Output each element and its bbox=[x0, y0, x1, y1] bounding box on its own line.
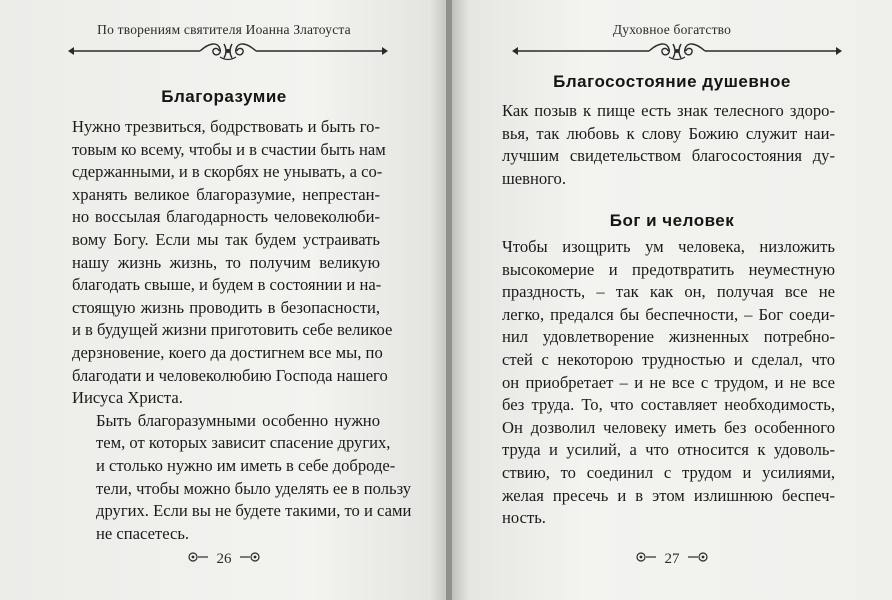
header-ornament-icon bbox=[512, 40, 842, 62]
left-heading: Благоразумие bbox=[161, 87, 287, 106]
text-line: праздность, – так как он, получая все не bbox=[502, 282, 835, 302]
text-line: Как позыв к пище есть знак телесного здоро- bbox=[502, 101, 835, 120]
text-line: Иисуса Христа. bbox=[72, 388, 183, 408]
text-line: тем, от которых зависит спасение других, bbox=[96, 433, 391, 453]
text-line: вому Богу. Если мы так будем устраивать bbox=[72, 229, 380, 249]
right-body-text-2 bbox=[502, 236, 835, 530]
text-line: Он дозволил человеку иметь без особенного bbox=[502, 417, 835, 437]
paragraph bbox=[72, 116, 393, 410]
text-line: без труда. То, что составляет необходимость, bbox=[502, 395, 835, 415]
left-page-number: 26 bbox=[216, 551, 232, 568]
text-line: Быть благоразумными особенно нужно bbox=[96, 410, 380, 430]
text-line: стоящую жизнь проводить в безопасности, bbox=[72, 297, 380, 317]
text-line: но воссылая благодарность человеколюби- bbox=[72, 207, 380, 227]
text-line: хранять великое благоразумие, непрестан- bbox=[72, 184, 380, 204]
text-line: стей с некоторою трудностью и сделал, что bbox=[502, 349, 835, 369]
header-ornament-icon bbox=[68, 40, 388, 62]
text-line: шевного. bbox=[502, 168, 566, 188]
text-line: Нужно трезвиться, бодрствовать и быть го- bbox=[72, 117, 380, 136]
text-line: благодати и человеколюбию Господа нашего bbox=[72, 365, 388, 385]
text-line: и столько нужно им иметь в себе доброде- bbox=[96, 455, 396, 475]
right-folio bbox=[452, 551, 892, 568]
right-running-head: Духовное богатство bbox=[612, 22, 732, 37]
text-line: товым ко всему, чтобы и в счастии быть нам bbox=[72, 139, 386, 159]
text-line: благодать свыше, и будем в состоянии и на- bbox=[72, 275, 382, 295]
text-line: труда и усилий, а что относится к удоволь- bbox=[502, 440, 835, 460]
text-line: не спасетесь. bbox=[96, 523, 190, 543]
text-line: высокомерие и предотвратить неуместную bbox=[502, 259, 835, 279]
rosette-icon bbox=[687, 551, 709, 568]
text-line: тели, чтобы можно было уделять ее в пользу bbox=[96, 478, 412, 498]
rosette-icon bbox=[239, 551, 261, 568]
text-line: дерзновение, коего да достигнем все мы, по bbox=[72, 342, 383, 362]
left-body-text bbox=[72, 116, 412, 545]
rosette-icon bbox=[635, 551, 657, 568]
right-body-text-1 bbox=[502, 100, 835, 190]
text-line: нил удовлетворение жизненных потребно- bbox=[502, 327, 835, 347]
text-line: и в будущей жизни приготовить себе великое bbox=[72, 320, 393, 340]
text-line: ность. bbox=[502, 508, 546, 528]
left-folio bbox=[0, 551, 448, 568]
right-page-number: 27 bbox=[664, 551, 680, 568]
rosette-icon bbox=[187, 551, 209, 568]
right-heading-2: Бог и человек bbox=[609, 211, 735, 230]
text-line: он приобретает – и не все с трудом, и не все bbox=[502, 372, 835, 392]
text-line: других. Если вы не будете такими, то и сами bbox=[96, 501, 412, 521]
text-line: желая пресечь и в этом излишнюю беспеч- bbox=[502, 485, 835, 505]
left-running-head: По творениям святителя Иоанна Златоуста bbox=[97, 22, 351, 37]
right-heading-1: Благосостояние душевное bbox=[553, 72, 791, 91]
text-line: Чтобы изощрить ум человека, низложить bbox=[502, 237, 835, 256]
paragraph bbox=[72, 410, 412, 546]
text-line: лучшим свидетельством благосостояния ду- bbox=[502, 146, 835, 166]
text-line: сдержанными, и в скорбях не унывать, а со- bbox=[72, 162, 383, 182]
text-line: вья, так любовь к слову Божию служит наи- bbox=[502, 123, 835, 143]
text-line: легко, предался бы беспечности, – Бог соеди- bbox=[502, 304, 835, 324]
right-page bbox=[452, 0, 892, 600]
text-line: нашу жизнь жизнь, то получим великую bbox=[72, 252, 380, 272]
text-line: ствию, то соединил с трудом и усилиями, bbox=[502, 462, 835, 482]
